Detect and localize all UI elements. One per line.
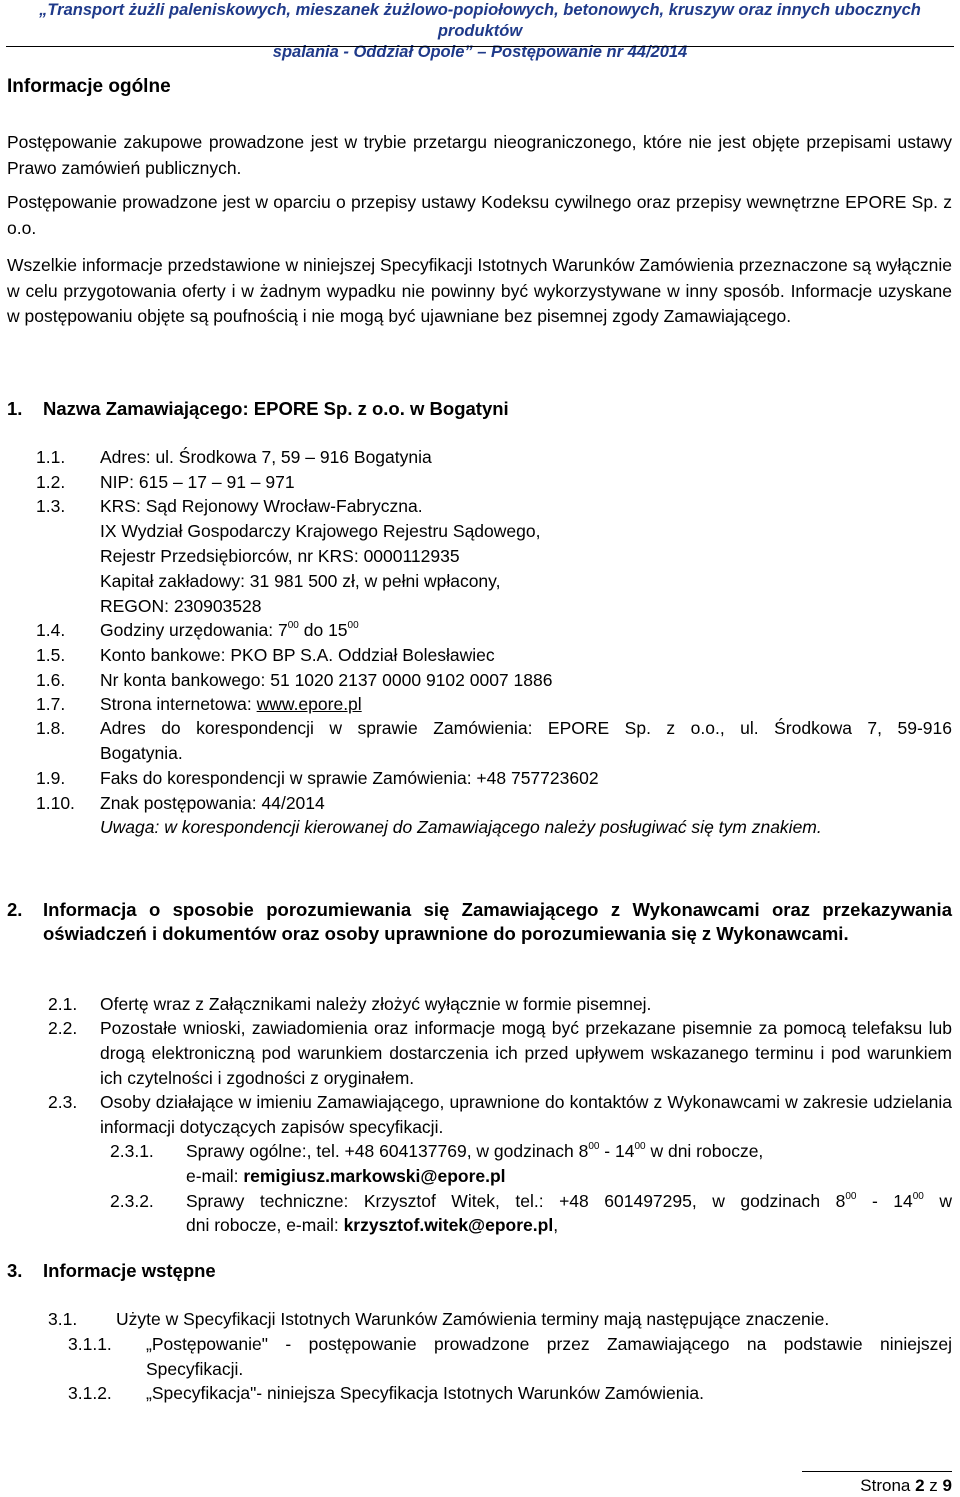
section-2-title: Informacja o sposobie porozumiewania się Zamawiającego z Wykonawcami oraz przekazywania oświadczeń i dokumentów oraz osoby uprawnione do porozumiewania się z Wykonawcami. — [43, 899, 952, 944]
website-link[interactable]: www.epore.pl — [256, 694, 362, 714]
general-contact-text: Sprawy ogólne:, tel. +48 604137769, w godzinach 8 — [186, 1141, 589, 1161]
workdays-text: w dni robocze, — [645, 1141, 764, 1161]
item-text: Nr konta bankowego: 51 1020 2137 0000 9102 0007 1886 — [100, 670, 553, 690]
item-text: Adres: ul. Środkowa 7, 59 – 916 Bogatynia — [100, 447, 432, 467]
section-3-title: Informacje wstępne — [43, 1260, 216, 1281]
item-number: 1.4. — [36, 620, 66, 640]
website-label: Strona internetowa: — [100, 694, 257, 714]
page-footer — [860, 1476, 952, 1496]
item-text: Adres do korespondencji w sprawie Zamówienia: EPORE Sp. z o.o., ul. Środkowa 7, 59-916 — [100, 718, 952, 738]
section-1-number: 1. — [7, 398, 23, 419]
technical-contact-email[interactable]: krzysztof.witek@epore.pl — [343, 1215, 554, 1235]
item-number: 2.3.1. — [110, 1141, 154, 1161]
item-text — [100, 618, 359, 643]
technical-contact-email-line — [186, 1213, 558, 1238]
item-text: Osoby działające w imieniu Zamawiającego, uprawnione do kontaktów z Wykonawcami w zakresie udzielania informacji dotyczących zapisów specyfikacji. — [100, 1092, 952, 1137]
item-number: 1.6. — [36, 670, 66, 690]
general-contact-email[interactable]: remigiusz.markowski@epore.pl — [243, 1166, 506, 1186]
page-number: 2 — [915, 1476, 925, 1495]
general-paragraph-1: Postępowanie zakupowe prowadzone jest w trybie przetargu nieograniczonego, które nie jest objęte przepisami ustawy Prawo zamówień publicznych. — [7, 132, 952, 178]
general-paragraph-3b: Informacje uzyskane w postępowaniu objęte są poufnością i nie mogą być ujawniane bez pisemnej zgody Zamawiającego. — [7, 280, 952, 326]
item-number: 1.9. — [36, 768, 66, 788]
item-number: 3.1.2. — [68, 1383, 112, 1403]
item-1-8 — [36, 716, 952, 741]
email-label: dni robocze, e-mail: — [186, 1215, 344, 1235]
item-text: „Postępowanie" - postępowanie prowadzone przez Zamawiającego na podstawie niniejszej Specyfikacji. — [146, 1334, 952, 1379]
email-label: e-mail: — [186, 1166, 244, 1186]
share-capital: Kapitał zakładowy: 31 981 500 zł, w pełni wpłacony, — [100, 571, 501, 591]
technical-contact-text: Sprawy techniczne: Krzysztof Witek, tel.: +48 601497295, w godzinach 8 — [186, 1191, 846, 1211]
hours-end-sup: 00 — [634, 1141, 646, 1152]
general-contact-email-line — [186, 1164, 506, 1189]
krs-court: IX Wydział Gospodarczy Krajowego Rejestru Sądowego, — [100, 521, 541, 541]
item-number: 1.2. — [36, 472, 66, 492]
item-3-1-1 — [68, 1332, 952, 1382]
item-number: 1.10. — [36, 793, 75, 813]
section-2-heading — [7, 898, 952, 945]
item-number: 1.3. — [36, 496, 66, 516]
section-1-title: Nazwa Zamawiającego: EPORE Sp. z o.o. w Bogatyni — [43, 398, 509, 419]
item-number: 2.3.2. — [110, 1191, 154, 1211]
general-paragraph-3 — [7, 253, 952, 330]
section-2-number: 2. — [7, 899, 23, 920]
general-title: Informacje ogólne — [7, 76, 171, 97]
item-text: NIP: 615 – 17 – 91 – 971 — [100, 472, 295, 492]
item-number: 2.1. — [48, 994, 78, 1014]
item-number: 1.5. — [36, 645, 66, 665]
hours-start-sup: 00 — [845, 1191, 857, 1202]
item-text: Pozostałe wnioski, zawiadomienia oraz informacje mogą być przekazane pisemnie za pomocą telefaksu lub drogą elektroniczną pod warunkiem dostarczenia ich przed upływem wskazanego terminu i pod warunkiem ich czytelności i zgodności z oryginałem. — [100, 1018, 952, 1088]
item-text: KRS: Sąd Rejonowy Wrocław-Fabryczna. — [100, 496, 423, 516]
item-text: Znak postępowania: 44/2014 — [100, 793, 325, 813]
hours-dash: - 14 — [856, 1191, 913, 1211]
hours-start-sup: 00 — [588, 1141, 600, 1152]
hours-start-sup: 00 — [287, 620, 299, 631]
footer-divider — [802, 1471, 952, 1472]
header-line-1: „Transport żużli paleniskowych, mieszanek żużlowo-popiołowych, betonowych, kruszyw oraz innych ubocznych produktów — [39, 1, 921, 40]
item-text — [100, 692, 362, 717]
page-header — [0, 0, 960, 63]
general-paragraph-2: Postępowanie prowadzone jest w oparciu o przepisy ustawy Kodeksu cywilnego oraz przepisy wewnętrzne EPORE Sp. z o.o. — [7, 192, 952, 238]
item-2-3 — [48, 1090, 952, 1140]
hours-end-sup: 00 — [347, 620, 359, 631]
item-text: Konto bankowe: PKO BP S.A. Oddział Bolesławiec — [100, 645, 495, 665]
item-text: Użyte w Specyfikacji Istotnych Warunków Zamówienia terminy mają następujące znaczenie. — [116, 1309, 830, 1329]
reference-note: Uwaga: w korespondencji kierowanej do Zamawiającego należy posługiwać się tym znakiem. — [100, 817, 822, 837]
hours-text: Godziny urzędowania: 7 — [100, 620, 288, 640]
page-label: Strona — [860, 1476, 916, 1495]
item-1-8-cont: Bogatynia. — [100, 743, 183, 763]
workdays-w: w — [923, 1191, 952, 1211]
item-number: 3.1. — [48, 1309, 78, 1329]
item-2-2 — [48, 1016, 952, 1091]
item-number: 2.3. — [48, 1092, 78, 1112]
regon: REGON: 230903528 — [100, 596, 262, 616]
item-number: 1.7. — [36, 694, 66, 714]
hours-to: do 15 — [298, 620, 348, 640]
item-number: 1.1. — [36, 447, 66, 467]
page-total: 9 — [942, 1476, 952, 1495]
header-line-2: spalania - Oddział Opole” – Postępowanie nr 44/2014 — [272, 43, 688, 61]
item-text: „Specyfikacja"- niniejsza Specyfikacja Istotnych Warunków Zamówienia. — [146, 1383, 705, 1403]
item-text — [186, 1139, 763, 1164]
item-text: Ofertę wraz z Załącznikami należy złożyć wyłącznie w formie pisemnej. — [100, 994, 652, 1014]
general-paragraph-3a: Wszelkie informacje przedstawione w niniejszej Specyfikacji Istotnych Warunków Zamówienia przeznaczone są wyłącznie w celu przygotowania oferty i w żadnym wypadku nie powinny być wykorzystywane w inny sposób. — [7, 255, 952, 301]
krs-number: Rejestr Przedsiębiorców, nr KRS: 0000112935 — [100, 546, 460, 566]
page-sep: z — [924, 1476, 943, 1495]
item-2-3-2 — [110, 1189, 952, 1214]
item-number: 1.8. — [36, 718, 66, 738]
comma: , — [553, 1215, 559, 1235]
item-2-3-1 — [110, 1139, 952, 1164]
hours-dash: - 14 — [599, 1141, 635, 1161]
header-divider — [6, 46, 954, 47]
item-text — [186, 1189, 952, 1214]
section-3-number: 3. — [7, 1260, 23, 1281]
item-number: 3.1.1. — [68, 1334, 112, 1354]
item-text: Faks do korespondencji w sprawie Zamówienia: +48 757723602 — [100, 768, 599, 788]
item-number: 2.2. — [48, 1018, 78, 1038]
hours-end-sup: 00 — [912, 1191, 924, 1202]
